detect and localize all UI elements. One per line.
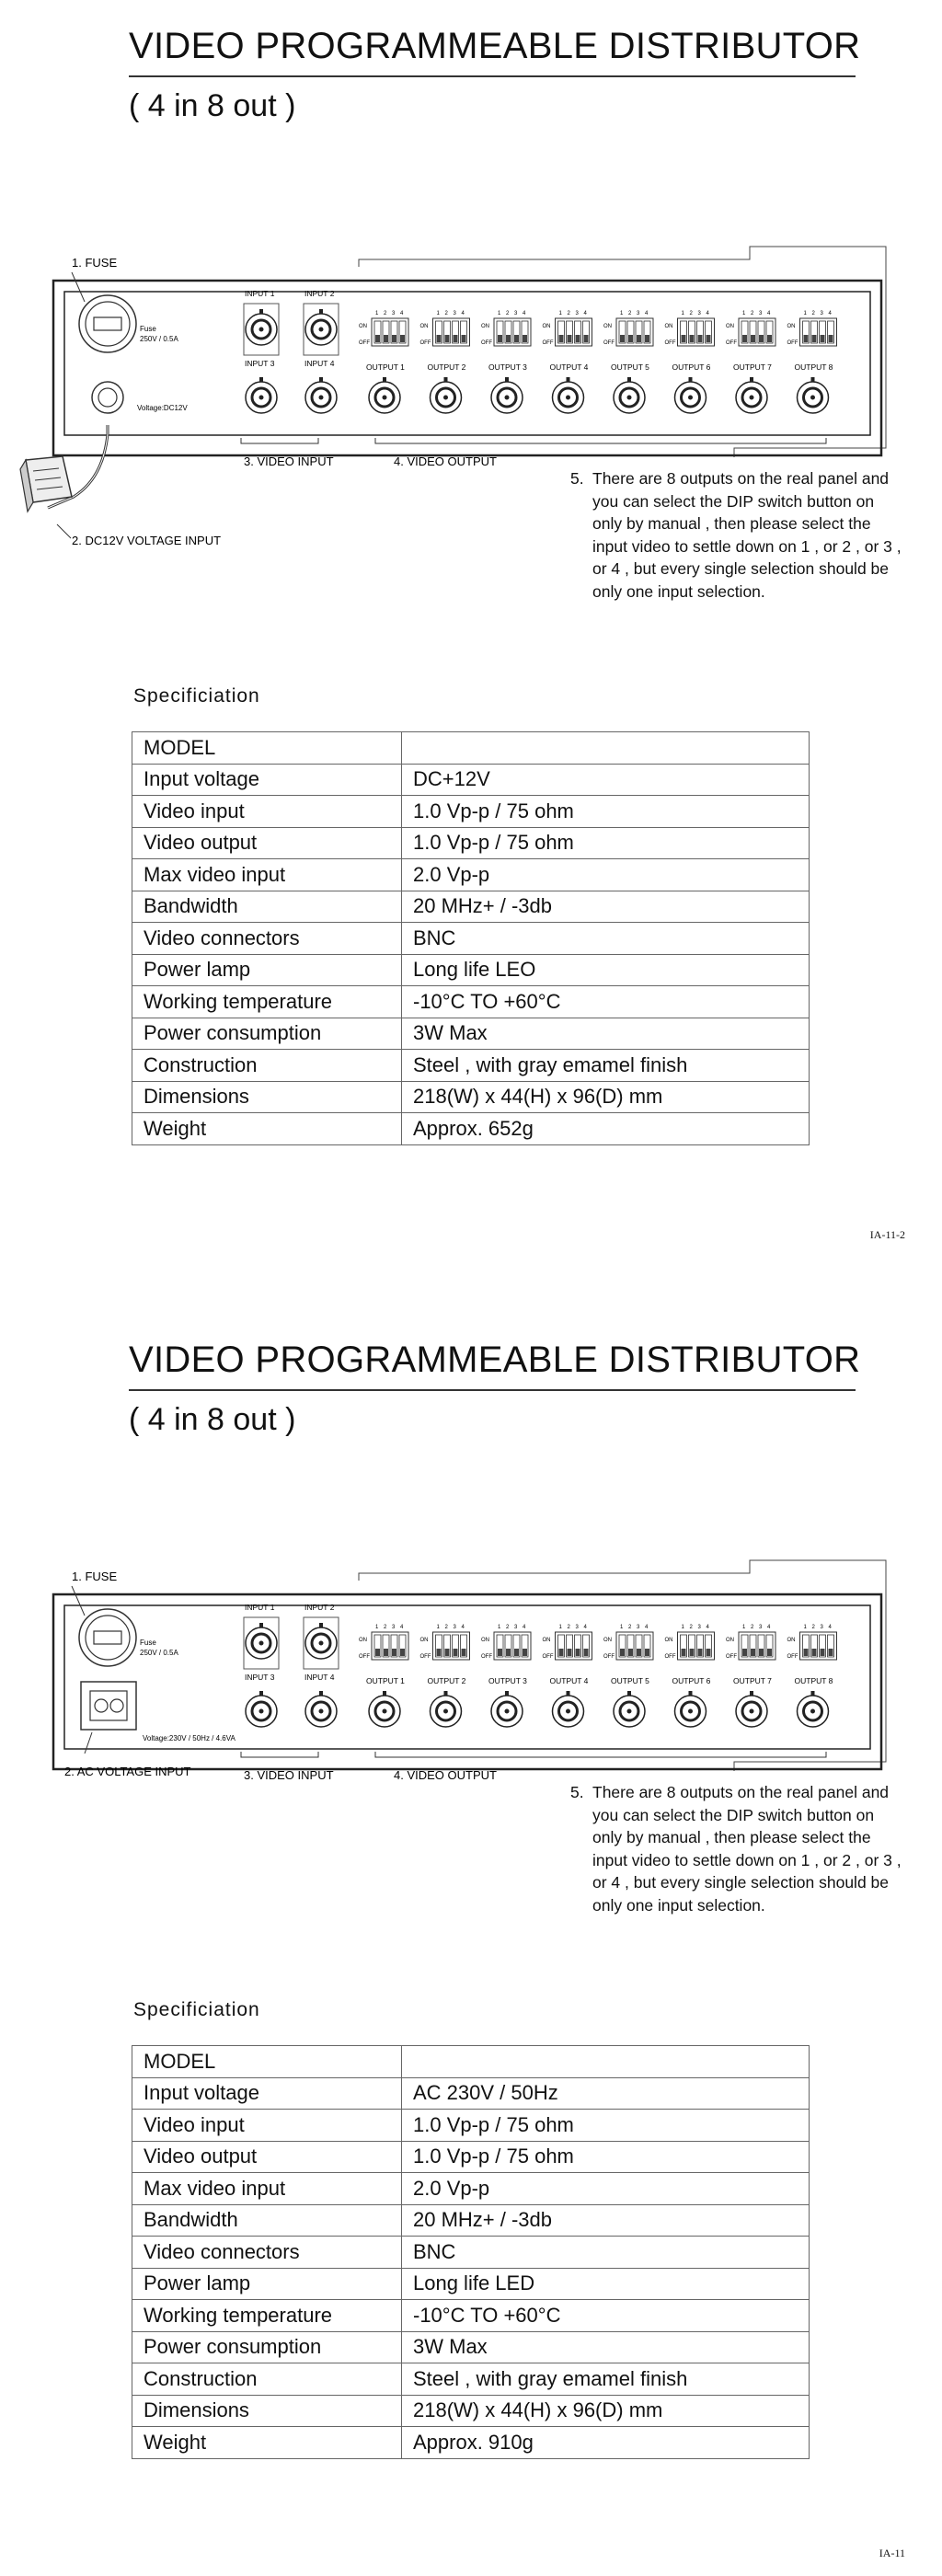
spec-key: Input voltage (132, 764, 402, 796)
svg-text:1 2 3 4: 1 2 3 4 (558, 1625, 589, 1630)
spec-row (132, 1081, 810, 1113)
spec-value: Approx. 910g (402, 2427, 810, 2459)
spec-value: 1.0 Vp-p / 75 ohm (402, 2110, 810, 2142)
svg-text:1 2 3 4: 1 2 3 4 (375, 311, 406, 316)
spec-key: Max video input (132, 2173, 402, 2205)
bnc-output-5 (614, 1691, 645, 1727)
bnc-output-6 (675, 377, 706, 413)
spec-value (402, 2046, 810, 2078)
spec-row (132, 2077, 810, 2110)
dip-switch-8 (787, 311, 837, 346)
input-label: INPUT 4 (304, 1673, 335, 1682)
spec-key: Dimensions (132, 2395, 402, 2427)
spec-row (132, 954, 810, 986)
output-label: OUTPUT 8 (794, 1676, 833, 1685)
svg-text:1 2 3 4: 1 2 3 4 (558, 311, 589, 316)
fuse-label: 1. FUSE (72, 1570, 118, 1583)
bnc-input-2 (305, 309, 337, 345)
fuse-holder (79, 1609, 136, 1666)
spec-key: Video connectors (132, 923, 402, 955)
input-label: INPUT 2 (304, 289, 335, 298)
spec-row (132, 732, 810, 765)
svg-text:1 2 3 4: 1 2 3 4 (436, 1625, 466, 1630)
page-title: VIDEO PROGRAMMEABLE DISTRIBUTOR (129, 1340, 861, 1380)
svg-text:OFF: OFF (726, 1654, 737, 1660)
page-code: IA-11 (879, 2547, 905, 2559)
dip-switch-2 (420, 1625, 470, 1660)
output-label: OUTPUT 1 (366, 362, 405, 372)
spec-value: BNC (402, 2237, 810, 2269)
svg-text:OFF: OFF (419, 340, 431, 346)
page-ac-model (0, 1314, 942, 2576)
spec-row (132, 796, 810, 828)
svg-text:ON: ON (787, 1638, 796, 1643)
spec-table (132, 2045, 810, 2459)
spec-value: DC+12V (402, 764, 810, 796)
spec-key: MODEL (132, 2046, 402, 2078)
spec-row (132, 2110, 810, 2142)
output-label: OUTPUT 6 (672, 1676, 711, 1685)
svg-text:250V / 0.5A: 250V / 0.5A (140, 335, 178, 343)
bnc-output-3 (491, 377, 523, 413)
spec-value: 20 MHz+ / -3db (402, 2204, 810, 2237)
svg-text:1 2 3 4: 1 2 3 4 (436, 311, 466, 316)
spec-value: 1.0 Vp-p / 75 ohm (402, 2141, 810, 2173)
spec-row (132, 2268, 810, 2300)
spec-row (132, 2204, 810, 2237)
svg-text:OFF: OFF (359, 1654, 370, 1660)
output-label: OUTPUT 5 (611, 1676, 649, 1685)
svg-text:ON: ON (359, 324, 367, 329)
svg-text:1 2 3 4: 1 2 3 4 (742, 1625, 773, 1630)
svg-text:ON: ON (542, 1638, 551, 1643)
svg-text:OFF: OFF (359, 340, 370, 346)
spec-row (132, 2427, 810, 2459)
spec-key: Bandwidth (132, 891, 402, 923)
spec-row (132, 827, 810, 859)
spec-key: Video input (132, 796, 402, 828)
svg-text:Voltage:230V / 50Hz / 4.6VA: Voltage:230V / 50Hz / 4.6VA (143, 1734, 236, 1742)
spec-row (132, 2300, 810, 2332)
bnc-output-1 (369, 1691, 400, 1727)
bnc-output-8 (798, 377, 829, 413)
bnc-input-4 (305, 1691, 337, 1727)
output-label: OUTPUT 1 (366, 1676, 405, 1685)
dip-switch-7 (726, 1625, 775, 1660)
spec-row (132, 2141, 810, 2173)
spec-value: 3W Max (402, 2331, 810, 2363)
input-label: INPUT 3 (245, 359, 275, 368)
video-input-label: 3. VIDEO INPUT (244, 1768, 334, 1782)
bnc-input-4 (305, 377, 337, 413)
video-output-label: 4. VIDEO OUTPUT (394, 454, 497, 468)
spec-value: Long life LED (402, 2268, 810, 2300)
bnc-output-7 (736, 377, 767, 413)
bnc-output-7 (736, 1691, 767, 1727)
spec-value: -10°C TO +60°C (402, 986, 810, 1018)
spec-value: Long life LEO (402, 954, 810, 986)
svg-text:ON: ON (787, 324, 796, 329)
spec-row (132, 2046, 810, 2078)
output-label: OUTPUT 3 (488, 362, 527, 372)
svg-text:1 2 3 4: 1 2 3 4 (681, 311, 711, 316)
svg-text:1 2 3 4: 1 2 3 4 (620, 311, 650, 316)
svg-text:OFF: OFF (787, 1654, 798, 1660)
spec-row (132, 923, 810, 955)
fuse-label: 1. FUSE (72, 256, 118, 270)
svg-text:OFF: OFF (664, 340, 676, 346)
power-label: 2. DC12V VOLTAGE INPUT (72, 534, 222, 547)
spec-row (132, 2395, 810, 2427)
dip-switch-3 (481, 1625, 531, 1660)
spec-key: MODEL (132, 732, 402, 765)
svg-text:ON: ON (603, 324, 612, 329)
spec-value: 20 MHz+ / -3db (402, 891, 810, 923)
svg-text:OFF: OFF (542, 340, 554, 346)
bnc-output-5 (614, 377, 645, 413)
svg-text:ON: ON (664, 1638, 673, 1643)
spec-key: Video connectors (132, 2237, 402, 2269)
spec-value: 218(W) x 44(H) x 96(D) mm (402, 1081, 810, 1113)
svg-text:ON: ON (419, 324, 429, 329)
bnc-input-1 (246, 1623, 277, 1659)
dip-switch-5 (603, 1625, 653, 1660)
page-subtitle: ( 4 in 8 out ) (129, 88, 296, 123)
spec-value: -10°C TO +60°C (402, 2300, 810, 2332)
svg-text:OFF: OFF (481, 1654, 492, 1660)
svg-text:ON: ON (664, 324, 673, 329)
fuse-holder (79, 295, 136, 352)
dip-switch-4 (543, 1625, 592, 1660)
svg-text:1 2 3 4: 1 2 3 4 (681, 1625, 711, 1630)
svg-text:ON: ON (419, 1638, 429, 1643)
dip-switch-6 (665, 311, 715, 346)
spec-key: Construction (132, 1050, 402, 1082)
svg-text:ON: ON (481, 324, 489, 329)
spec-row (132, 986, 810, 1018)
bnc-output-2 (431, 377, 462, 413)
spec-row (132, 2363, 810, 2396)
spec-value: BNC (402, 923, 810, 955)
spec-value: Steel , with gray emamel finish (402, 2363, 810, 2396)
spec-key: Bandwidth (132, 2204, 402, 2237)
input-label: INPUT 1 (245, 1603, 275, 1612)
svg-text:Fuse: Fuse (140, 1639, 156, 1647)
output-label: OUTPUT 7 (733, 1676, 772, 1685)
spec-value: Approx. 652g (402, 1113, 810, 1145)
spec-key: Video output (132, 827, 402, 859)
video-output-label: 4. VIDEO OUTPUT (394, 1768, 497, 1782)
dip-switch-3 (481, 311, 531, 346)
bnc-output-2 (431, 1691, 462, 1727)
output-label: OUTPUT 7 (733, 362, 772, 372)
spec-row (132, 2237, 810, 2269)
output-label: OUTPUT 4 (549, 362, 589, 372)
svg-text:ON: ON (542, 324, 551, 329)
dip-switch-4 (543, 311, 592, 346)
output-label: OUTPUT 2 (427, 1676, 466, 1685)
spec-row (132, 2331, 810, 2363)
fuse-icon (94, 317, 121, 330)
spec-key: Max video input (132, 859, 402, 891)
spec-key: Input voltage (132, 2077, 402, 2110)
spec-key: Construction (132, 2363, 402, 2396)
spec-key: Working temperature (132, 986, 402, 1018)
spec-table (132, 731, 810, 1145)
dc-jack (92, 382, 123, 413)
spec-key: Power lamp (132, 954, 402, 986)
svg-text:1 2 3 4: 1 2 3 4 (498, 1625, 528, 1630)
svg-text:ON: ON (481, 1638, 489, 1643)
input-label: INPUT 2 (304, 1603, 335, 1612)
spec-key: Weight (132, 2427, 402, 2459)
spec-value: 3W Max (402, 1018, 810, 1050)
spec-row (132, 764, 810, 796)
spec-row (132, 2173, 810, 2205)
svg-text:OFF: OFF (419, 1654, 431, 1660)
svg-text:OFF: OFF (603, 340, 615, 346)
svg-text:OFF: OFF (664, 1654, 676, 1660)
svg-text:1 2 3 4: 1 2 3 4 (803, 311, 833, 316)
svg-text:Fuse: Fuse (140, 325, 156, 333)
spec-value: AC 230V / 50Hz (402, 2077, 810, 2110)
spec-heading: Specificiation (133, 1999, 260, 2020)
svg-text:1 2 3 4: 1 2 3 4 (742, 311, 773, 316)
spec-key: Video input (132, 2110, 402, 2142)
svg-text:250V / 0.5A: 250V / 0.5A (140, 1649, 178, 1657)
video-input-label: 3. VIDEO INPUT (244, 454, 334, 468)
spec-value: 218(W) x 44(H) x 96(D) mm (402, 2395, 810, 2427)
spec-key: Weight (132, 1113, 402, 1145)
dip-callout-line (359, 1560, 886, 1771)
bnc-output-4 (553, 1691, 584, 1727)
bnc-input-2 (305, 1623, 337, 1659)
output-label: OUTPUT 4 (549, 1676, 589, 1685)
spec-row (132, 1113, 810, 1145)
spec-heading: Specificiation (133, 685, 260, 707)
ac-socket-icon (81, 1682, 136, 1730)
spec-key: Working temperature (132, 2300, 402, 2332)
spec-key: Dimensions (132, 1081, 402, 1113)
dip-switch-5 (603, 311, 653, 346)
spec-row (132, 859, 810, 891)
svg-text:1 2 3 4: 1 2 3 4 (803, 1625, 833, 1630)
bnc-input-3 (246, 377, 277, 413)
spec-key: Video output (132, 2141, 402, 2173)
fuse-icon (94, 1631, 121, 1644)
svg-text:1 2 3 4: 1 2 3 4 (620, 1625, 650, 1630)
spec-value: Steel , with gray emamel finish (402, 1050, 810, 1082)
svg-text:OFF: OFF (787, 340, 798, 346)
bnc-output-6 (675, 1691, 706, 1727)
spec-value: 2.0 Vp-p (402, 2173, 810, 2205)
bnc-output-1 (369, 377, 400, 413)
page-subtitle: ( 4 in 8 out ) (129, 1402, 296, 1437)
output-label: OUTPUT 5 (611, 362, 649, 372)
page-title: VIDEO PROGRAMMEABLE DISTRIBUTOR (129, 26, 861, 66)
spec-row (132, 1050, 810, 1082)
dip-switch-8 (787, 1625, 837, 1660)
spec-row (132, 1018, 810, 1050)
page-code: IA-11-2 (869, 1228, 905, 1241)
bnc-input-1 (246, 309, 277, 345)
svg-text:OFF: OFF (542, 1654, 554, 1660)
input-label: INPUT 3 (245, 1673, 275, 1682)
spec-value: 1.0 Vp-p / 75 ohm (402, 827, 810, 859)
dip-switch-note: 5. There are 8 outputs on the real panel and you can select the DIP switch button on only by manual , then please select the input video to settle down on 1 , or 2 , or 3 , or 4 , but every single selection should be only one input selection. (570, 469, 902, 601)
dip-switch-6 (665, 1625, 715, 1660)
dip-callout-line (359, 247, 886, 457)
spec-key: Power consumption (132, 1018, 402, 1050)
spec-key: Power lamp (132, 2268, 402, 2300)
spec-row (132, 891, 810, 923)
svg-text:Voltage:DC12V: Voltage:DC12V (137, 404, 188, 412)
rear-panel-diagram (0, 1314, 942, 1829)
spec-value: 2.0 Vp-p (402, 859, 810, 891)
svg-text:ON: ON (726, 1638, 734, 1643)
input-label: INPUT 4 (304, 359, 335, 368)
svg-text:OFF: OFF (726, 340, 737, 346)
bnc-output-3 (491, 1691, 523, 1727)
spec-key: Power consumption (132, 2331, 402, 2363)
input-label: INPUT 1 (245, 289, 275, 298)
svg-text:1 2 3 4: 1 2 3 4 (498, 311, 528, 316)
output-label: OUTPUT 3 (488, 1676, 527, 1685)
svg-text:OFF: OFF (603, 1654, 615, 1660)
svg-text:ON: ON (603, 1638, 612, 1643)
power-adapter-icon (26, 456, 72, 502)
output-label: OUTPUT 8 (794, 362, 833, 372)
dip-switch-1 (359, 311, 408, 346)
dip-switch-1 (359, 1625, 408, 1660)
dip-switch-7 (726, 311, 775, 346)
bnc-output-4 (553, 377, 584, 413)
dip-switch-note: 5. There are 8 outputs on the real panel and you can select the DIP switch button on only by manual , then please select the input video to settle down on 1 , or 2 , or 3 , or 4 , but every single selection should be only one input selection. (570, 1783, 902, 1915)
svg-text:ON: ON (359, 1638, 367, 1643)
svg-text:OFF: OFF (481, 340, 492, 346)
output-label: OUTPUT 2 (427, 362, 466, 372)
dip-switch-2 (420, 311, 470, 346)
bnc-output-8 (798, 1691, 829, 1727)
output-label: OUTPUT 6 (672, 362, 711, 372)
spec-value: 1.0 Vp-p / 75 ohm (402, 796, 810, 828)
power-label: 2. AC VOLTAGE INPUT (64, 1765, 191, 1778)
svg-text:1 2 3 4: 1 2 3 4 (375, 1625, 406, 1630)
spec-value (402, 732, 810, 765)
svg-text:ON: ON (726, 324, 734, 329)
bnc-input-3 (246, 1691, 277, 1727)
